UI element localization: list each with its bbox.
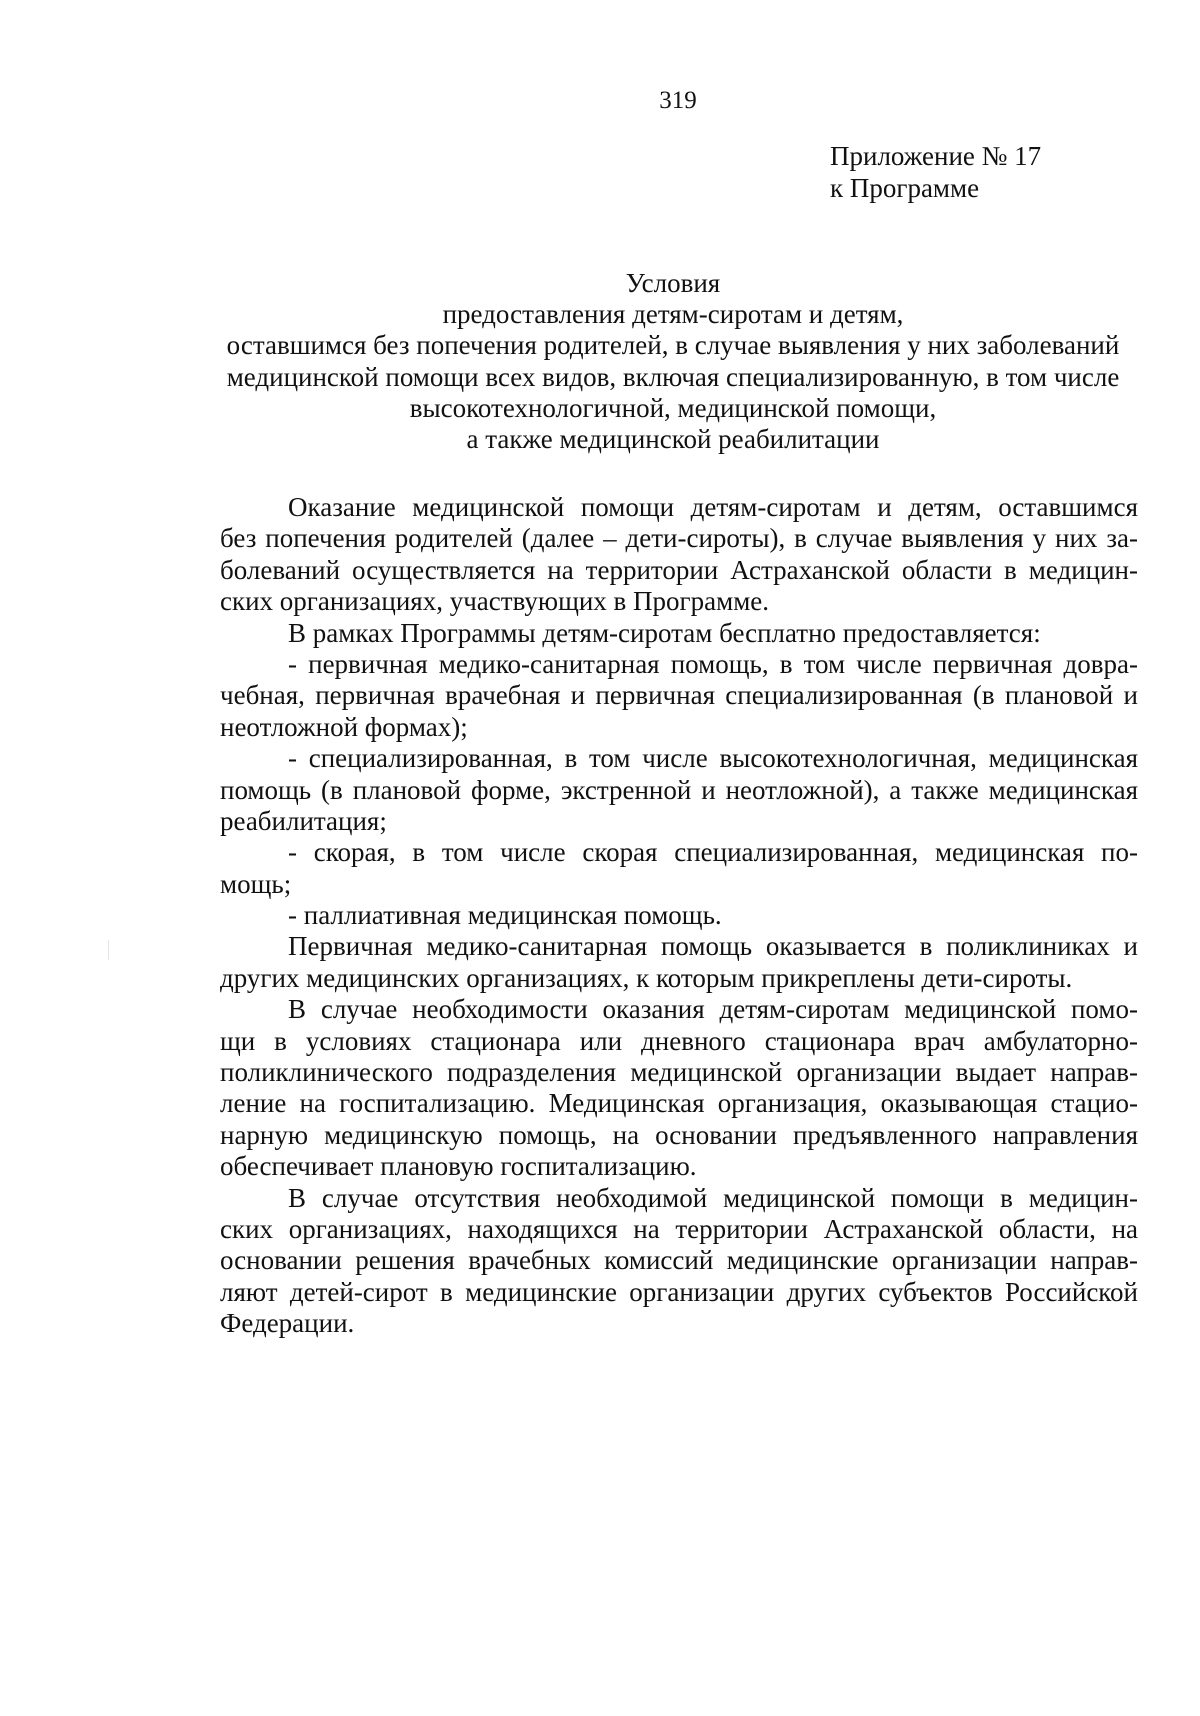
title-line: высокотехнологичной, медицинской помощи,	[409, 392, 937, 423]
text-line: ление на госпитализацию. Медицинская организация, оказывающая стацио-	[220, 1088, 1138, 1119]
text-line: неотложной формах);	[220, 711, 468, 742]
paragraph-primary-care-location	[220, 931, 1138, 994]
text-line: нарную медицинскую помощь, на основании предъявленного направления	[220, 1119, 1138, 1150]
list-item-specialized-care	[220, 743, 1138, 837]
title-line: предоставления детям-сиротам и детям,	[442, 299, 904, 330]
text-line: поликлинического подразделения медицинской организации выдает направ-	[220, 1057, 1138, 1088]
text-line: мощь;	[220, 868, 292, 899]
paragraph-program-scope	[220, 618, 1138, 649]
text-line: - первичная медико-санитарная помощь, в том числе первичная довра-	[288, 648, 1138, 679]
title-line: а также медицинской реабилитации	[466, 424, 880, 455]
scan-artifact	[108, 940, 109, 960]
paragraph-provision	[220, 492, 1138, 618]
appendix-reference	[830, 140, 1041, 204]
text-line: В рамках Программы детям-сиротам бесплатно предоставляется:	[288, 617, 1041, 648]
title-line: медицинской помощи всех видов, включая специализированную, в том числе	[226, 361, 1120, 392]
text-line: без попечения родителей (далее – дети-сироты), в случае выявления у них за-	[220, 523, 1138, 554]
appendix-number: Приложение № 17	[830, 141, 1042, 171]
text-line: чебная, первичная врачебная и первичная специализированная (в плановой и	[220, 680, 1138, 711]
paragraph-other-regions	[220, 1183, 1138, 1340]
text-line: других медицинских организациях, к которым прикреплены дети-сироты.	[220, 962, 1073, 993]
text-line: - скорая, в том числе скорая специализированная, медицинская по-	[288, 837, 1138, 868]
text-line: основании решения врачебных комиссий медицинские организации направ-	[220, 1245, 1138, 1276]
text-line: В случае отсутствия необходимой медицинской помощи в медицин-	[288, 1182, 1138, 1213]
text-line: обеспечивает плановую госпитализацию.	[220, 1151, 697, 1182]
text-line: Федерации.	[220, 1308, 355, 1339]
document-body	[220, 492, 1138, 1340]
text-line: ских организациях, участвующих в Программе.	[220, 586, 770, 617]
text-line: ляют детей-сирот в медицинские организации других субъектов Российской	[220, 1276, 1138, 1307]
document-title	[208, 268, 1138, 455]
list-item-palliative-care	[220, 900, 1138, 931]
paragraph-hospitalization	[220, 994, 1138, 1182]
text-line: реабилитация;	[220, 805, 387, 836]
text-line: щи в условиях стационара или дневного стационара врач амбулаторно-	[220, 1025, 1138, 1056]
list-item-emergency-care	[220, 837, 1138, 900]
text-line: Первичная медико-санитарная помощь оказывается в поликлиниках и	[288, 931, 1138, 962]
text-line: - паллиативная медицинская помощь.	[288, 900, 722, 931]
title-line: оставшимся без попечения родителей, в случае выявления у них заболеваний	[226, 330, 1120, 361]
text-line: болеваний осуществляется на территории Астраханской области в медицин-	[220, 554, 1138, 585]
text-line: Оказание медицинской помощи детям-сиротам и детям, оставшимся	[288, 492, 1138, 522]
text-line: В случае необходимости оказания детям-сиротам медицинской помо-	[288, 994, 1138, 1025]
list-item-primary-care	[220, 649, 1138, 743]
page-number: 319	[659, 87, 697, 114]
title-line: Условия	[625, 268, 721, 298]
text-line: помощь (в плановой форме, экстренной и неотложной), а также медицинская	[220, 774, 1138, 805]
text-line: - специализированная, в том числе высокотехнологичная, медицинская	[288, 743, 1138, 774]
text-line: ских организациях, находящихся на территории Астраханской области, на	[220, 1213, 1138, 1244]
appendix-program: к Программе	[830, 173, 980, 203]
